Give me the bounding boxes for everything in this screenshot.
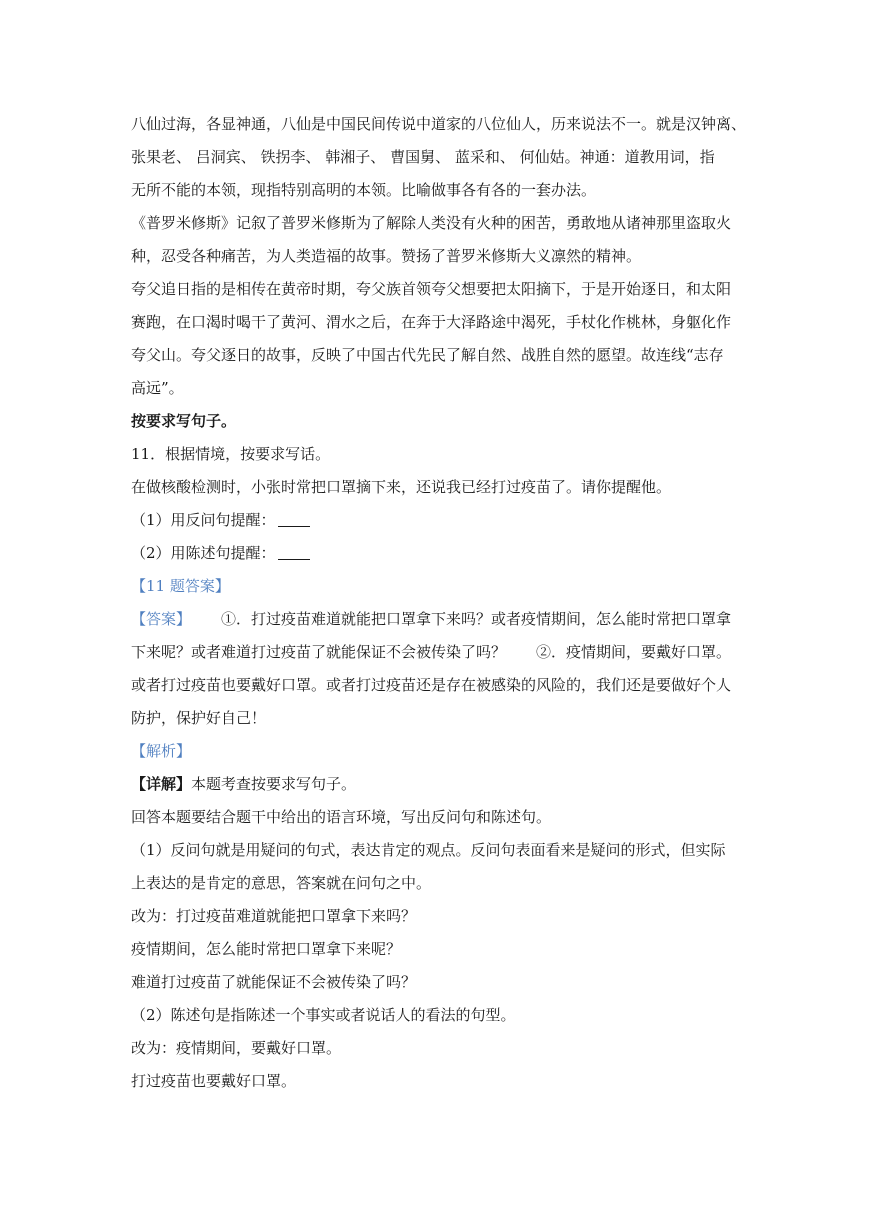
change-1: 改为：打过疫苗难道就能把口罩拿下来吗？ (131, 907, 417, 925)
rhetorical-line-1: （1）反问句就是用疑问的句式，表达肯定的观点。反问句表面看来是疑问的形式，但实际 (131, 841, 726, 859)
answer-header: 【11 题答案】 (131, 577, 230, 595)
alternative-2: 难道打过疫苗了就能保证不会被传染了吗？ (131, 973, 417, 991)
answer-blank-2 (278, 559, 310, 560)
kuafu-line-4: 高远”。 (131, 379, 184, 397)
rhetorical-paragraph (131, 834, 741, 900)
answer-paragraph (131, 603, 741, 735)
answer-line-4: 防护，保护好自己！ (131, 709, 267, 727)
prometheus-line-2: 种，忍受各种痛苦，为人类造福的故事。赞扬了普罗米修斯大义凛然的精神。 (131, 247, 642, 265)
question-number: 11．根据情境，按要求写话。 (131, 445, 331, 463)
question-item-1 (131, 504, 741, 537)
prometheus-line-1: 《普罗米修斯》记叙了普罗米修斯为了解除人类没有火种的困苦，勇敢地从诸神那里盗取火 (131, 214, 732, 232)
baxian-line-1: 八仙过海，各显神通，八仙是中国民间传说中道家的八位仙人，历来说法不一。就是汉钟离、 (131, 115, 747, 133)
answer-part1-line-2: 下来呢？或者难道打过疫苗了就能保证不会被传染了吗？ (131, 643, 507, 661)
analysis-detail-label: 【详解】 (131, 775, 192, 793)
rhetorical-line-2: 上表达的是肯定的意思，答案就在问句之中。 (131, 874, 432, 892)
question-item-2 (131, 537, 741, 570)
kuafu-line-1: 夸父追日指的是相传在黄帝时期，夸父族首领夸父想要把太阳摘下，于是开始逐日，和太阳 (131, 280, 732, 298)
answer-line-2 (131, 636, 741, 669)
prometheus-paragraph (131, 207, 741, 273)
alternative-1: 疫情期间，怎么能时常把口罩拿下来呢？ (131, 940, 402, 958)
answer-blank-1 (278, 526, 310, 527)
answer-part2-line-1: ②．疫情期间，要戴好口罩。 (536, 643, 732, 661)
baxian-line-3: 无所不能的本领，现指特别高明的本领。比喻做事各有各的一套办法。 (131, 181, 597, 199)
analysis-intro: 回答本题要结合题干中给出的语言环境，写出反问句和陈述句。 (131, 808, 552, 826)
answer-line-3: 或者打过疫苗也要戴好口罩。或者打过疫苗还是存在被感染的风险的，我们还是要做好个人 (131, 676, 732, 694)
baxian-line-2: 张果老、 吕洞宾、 铁拐李、 韩湘子、 曹国舅、 蓝采和、 何仙姑。神通：道教用词，指 (131, 148, 715, 166)
answer-label: 【答案】 (131, 610, 192, 628)
answer-line-1 (131, 603, 741, 636)
kuafu-line-3: 夸父山。夸父逐日的故事，反映了中国古代先民了解自然、战胜自然的愿望。故连线“志存 (131, 346, 724, 364)
question-item-1-text: （1）用反问句提醒： (131, 511, 276, 529)
baxian-paragraph (131, 108, 747, 207)
analysis-detail-text: 本题考查按要求写句子。 (191, 775, 357, 793)
question-scenario: 在做核酸检测时，小张时常把口罩摘下来，还说我已经打过疫苗了。请你提醒他。 (131, 478, 672, 496)
answer-part1-line-1: ①．打过疫苗难道就能把口罩拿下来吗？或者疫情期间，怎么能时常把口罩拿 (221, 610, 732, 628)
analysis-header: 【解析】 (131, 742, 192, 760)
analysis-detail (131, 768, 741, 801)
kuafu-paragraph (131, 273, 741, 405)
change-2: 改为：疫情期间，要戴好口罩。 (131, 1039, 342, 1057)
question-item-2-text: （2）用陈述句提醒： (131, 544, 276, 562)
declarative-explanation: （2）陈述句是指陈述一个事实或者说话人的看法的句型。 (131, 1006, 516, 1024)
alternative-3: 打过疫苗也要戴好口罩。 (131, 1072, 297, 1090)
kuafu-line-2: 赛跑，在口渴时喝干了黄河、渭水之后，在奔于大泽路途中渴死，手杖化作桃林，身躯化作 (131, 313, 732, 331)
section-heading: 按要求写句子。 (131, 412, 237, 430)
document-content (131, 108, 747, 1098)
